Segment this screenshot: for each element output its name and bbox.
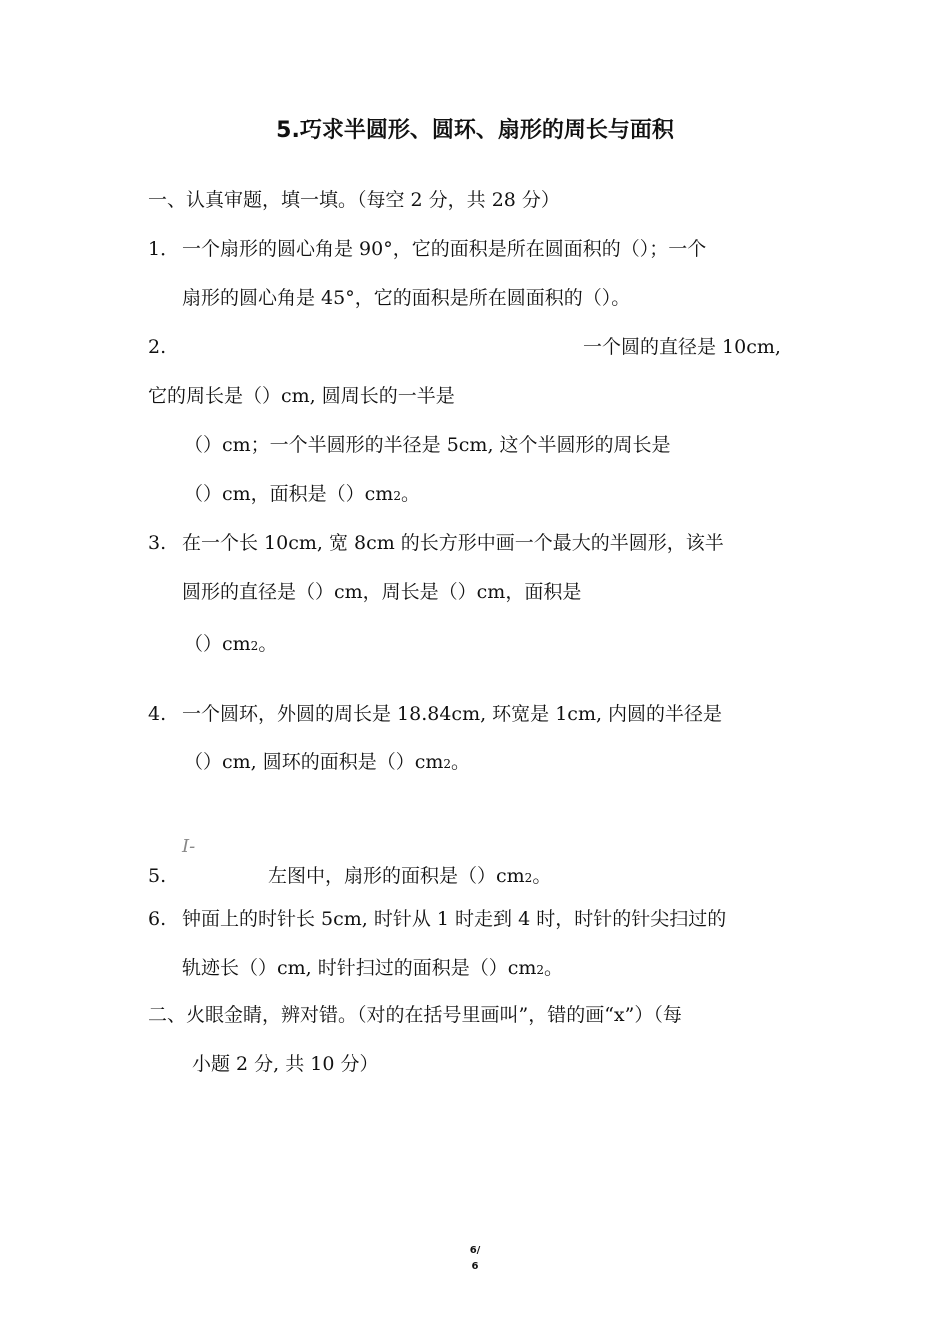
section-two-subheading: 小题 2 分, 共 10 分） (192, 1053, 379, 1075)
question-4-text-2-main: （）cm, 圆环的面积是（）cm (184, 751, 444, 773)
question-3-text-3-end: 。 (258, 633, 278, 655)
question-1-text-1: 一个扇形的圆心角是 90°，它的面积是所在圆面积的（）；一个 (182, 238, 707, 260)
question-2-text-2: 它的周长是（）cm, 圆周长的一半是 (148, 385, 455, 407)
question-2-text-3: （）cm；一个半圆形的半径是 5cm, 这个半圆形的周长是 (184, 434, 671, 456)
question-4-number: 4. (148, 703, 167, 725)
question-4-text-2 (184, 750, 470, 776)
question-3-text-2: 圆形的直径是（）cm，周长是（）cm，面积是 (182, 581, 582, 603)
question-3-line-1 (148, 531, 724, 555)
question-2-text-4-main: （）cm，面积是（）cm (184, 483, 394, 505)
question-5-number: 5. (148, 865, 167, 887)
question-4-line-1 (148, 702, 722, 726)
question-6-number: 6. (148, 908, 167, 930)
question-1-number: 1． (148, 238, 180, 260)
question-3-text-3 (184, 632, 277, 658)
question-4-unit-exponent: 2 (443, 757, 452, 771)
question-4-text-2-end: 。 (451, 751, 471, 773)
question-3-number: 3. (148, 532, 167, 554)
question-5-text-1 (268, 864, 551, 890)
question-2-unit-exponent: 2 (393, 489, 401, 503)
question-6-text-1: 钟面上的时针长 5cm, 时针从 1 时走到 4 时，时针的针尖扫过的 (182, 908, 727, 930)
page-number-top: 6/ (469, 1245, 481, 1256)
question-3-text-1: 在一个长 10cm, 宽 8cm 的长方形中画一个最大的半圆形，该半 (182, 532, 724, 554)
question-6-unit-exponent: 2 (536, 963, 545, 977)
question-3-text-3-main: （）cm (184, 633, 251, 655)
section-two-heading: 二、火眼金睛，辨对错。（对的在括号里画叫”，错的画“x”）（每 (148, 1004, 682, 1026)
question-2-text-4-end: 。 (400, 483, 420, 505)
question-6-text-2-end: 。 (544, 957, 564, 979)
question-4-text-1: 一个圆环，外圆的周长是 18.84cm, 环宽是 1cm, 内圆的半径是 (182, 703, 723, 725)
question-1-text-2: 扇形的圆心角是 45°，它的面积是所在圆面积的（）。 (182, 287, 631, 309)
question-6-line-1 (148, 907, 726, 931)
page-number-bottom: 6 (471, 1261, 479, 1272)
question-3-unit-exponent: 2 (250, 639, 259, 653)
figure-placeholder-mark: I- (182, 836, 196, 857)
question-6-text-2-main: 轨迹长（）cm, 时针扫过的面积是（）cm (182, 957, 537, 979)
question-2-number: 2. (148, 336, 167, 358)
question-1-line-1 (148, 237, 706, 261)
section-one-heading: 一、认真审题，填一填。（每空 2 分，共 28 分） (148, 189, 560, 211)
question-5-unit-exponent: 2 (524, 871, 533, 885)
question-2-text-4 (184, 482, 420, 508)
question-6-text-2 (182, 956, 563, 982)
question-5-text-1-end: 。 (532, 865, 552, 887)
question-5-text-1-main: 左图中，扇形的面积是（）cm (268, 865, 525, 887)
page-title: 5.巧求半圆形、圆环、扇形的周长与面积 (276, 118, 674, 143)
question-2-text-1: 一个圆的直径是 10cm, (583, 336, 781, 358)
